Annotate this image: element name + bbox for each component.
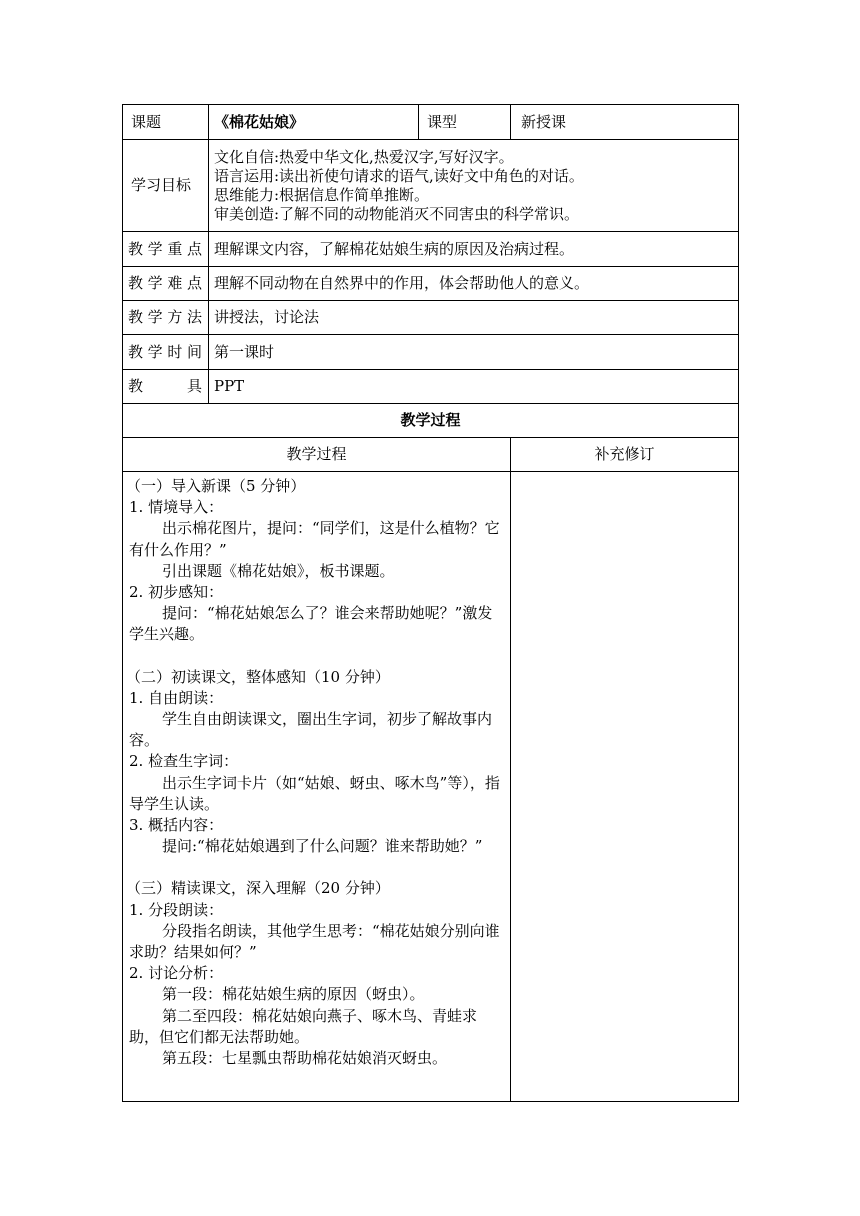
process-section-heading: （一）导入新课（5 分钟） bbox=[126, 477, 306, 495]
process-line: 1. 情境导入： bbox=[129, 498, 224, 517]
process-line: 学生自由朗读课文，圈出生字词，初步了解故事内容。 bbox=[129, 710, 493, 750]
objectives-list bbox=[209, 140, 739, 232]
process-section-heading: （二）初读课文，整体感知（10 分钟） bbox=[126, 667, 390, 686]
process-column-header: 教学过程 bbox=[123, 438, 511, 472]
notes-content bbox=[511, 472, 739, 1102]
process-line: 1. 分段朗读： bbox=[129, 900, 224, 919]
process-line: 分段指名朗读，其他学生思考：“棉花姑娘分别向谁求助？结果如何？” bbox=[129, 921, 500, 962]
process-line: 第五段：七星瓢虫帮助棉花姑娘消灭蚜虫。 bbox=[162, 1049, 448, 1068]
objective-item: 文化自信:热爱中华文化,热爱汉字,写好汉字。 bbox=[214, 147, 514, 166]
process-line: 第一段：棉花姑娘生病的原因（蚜虫）。 bbox=[162, 985, 425, 1004]
difficulty-value: 理解不同动物在自然界中的作用，体会帮助他人的意义。 bbox=[209, 267, 739, 301]
process-line: 引出课题《棉花姑娘》，板书课题。 bbox=[162, 561, 395, 580]
method-label: 教学方法 bbox=[123, 301, 209, 335]
topic-value: 《棉花姑娘》 bbox=[209, 105, 419, 140]
process-line: 2. 检查生字词： bbox=[129, 752, 239, 771]
process-section-heading: （三）精读课文，深入理解（20 分钟） bbox=[126, 879, 390, 898]
process-line: 2. 讨论分析： bbox=[129, 964, 224, 983]
time-label: 教学时间 bbox=[123, 335, 209, 370]
objective-item: 思维能力:根据信息作简单推断。 bbox=[214, 185, 430, 204]
blank-line bbox=[129, 646, 506, 667]
blank-line bbox=[129, 857, 506, 878]
difficulty-label: 教学难点 bbox=[123, 267, 209, 301]
lesson-plan-sheet bbox=[122, 104, 738, 1102]
process-line: 第二至四段：棉花姑娘向燕子、啄木鸟、青蛙求助，但它们都无法帮助她。 bbox=[129, 1006, 478, 1046]
lesson-plan-table bbox=[122, 104, 739, 1102]
process-line: 提问:“棉花姑娘遇到了什么问题？谁来帮助她？” bbox=[162, 837, 483, 856]
notes-column-header: 补充修订 bbox=[511, 438, 739, 472]
process-line: 1. 自由朗读： bbox=[129, 688, 224, 707]
objectives-label: 学习目标 bbox=[123, 140, 209, 232]
objective-item: 审美创造:了解不同的动物能消灭不同害虫的科学常识。 bbox=[214, 204, 580, 223]
tools-label: 教 具 bbox=[123, 370, 209, 404]
process-line: 2. 初步感知： bbox=[129, 583, 224, 602]
topic-label: 课题 bbox=[123, 105, 209, 140]
type-label: 课型 bbox=[419, 105, 511, 140]
time-value: 第一课时 bbox=[209, 335, 739, 370]
process-line: 3. 概括内容： bbox=[129, 816, 224, 835]
type-value: 新授课 bbox=[511, 105, 739, 140]
objective-item: 语言运用:读出祈使句请求的语气,读好文中角色的对话。 bbox=[214, 166, 584, 185]
process-section-title: 教学过程 bbox=[123, 404, 739, 438]
process-line: 提问：“棉花姑娘怎么了？谁会来帮助她呢？”激发学生兴趣。 bbox=[129, 604, 493, 644]
process-content bbox=[123, 472, 511, 1102]
method-value: 讲授法，讨论法 bbox=[209, 301, 739, 335]
key-points-label: 教学重点 bbox=[123, 232, 209, 267]
process-line: 出示生字词卡片（如“姑娘、蚜虫、啄木鸟”等），指导学生认读。 bbox=[129, 773, 500, 813]
tools-value: PPT bbox=[209, 370, 739, 404]
process-line: 出示棉花图片，提问：“同学们，这是什么植物？它有什么作用？” bbox=[129, 519, 500, 559]
key-points-value: 理解课文内容，了解棉花姑娘生病的原因及治病过程。 bbox=[209, 232, 739, 267]
